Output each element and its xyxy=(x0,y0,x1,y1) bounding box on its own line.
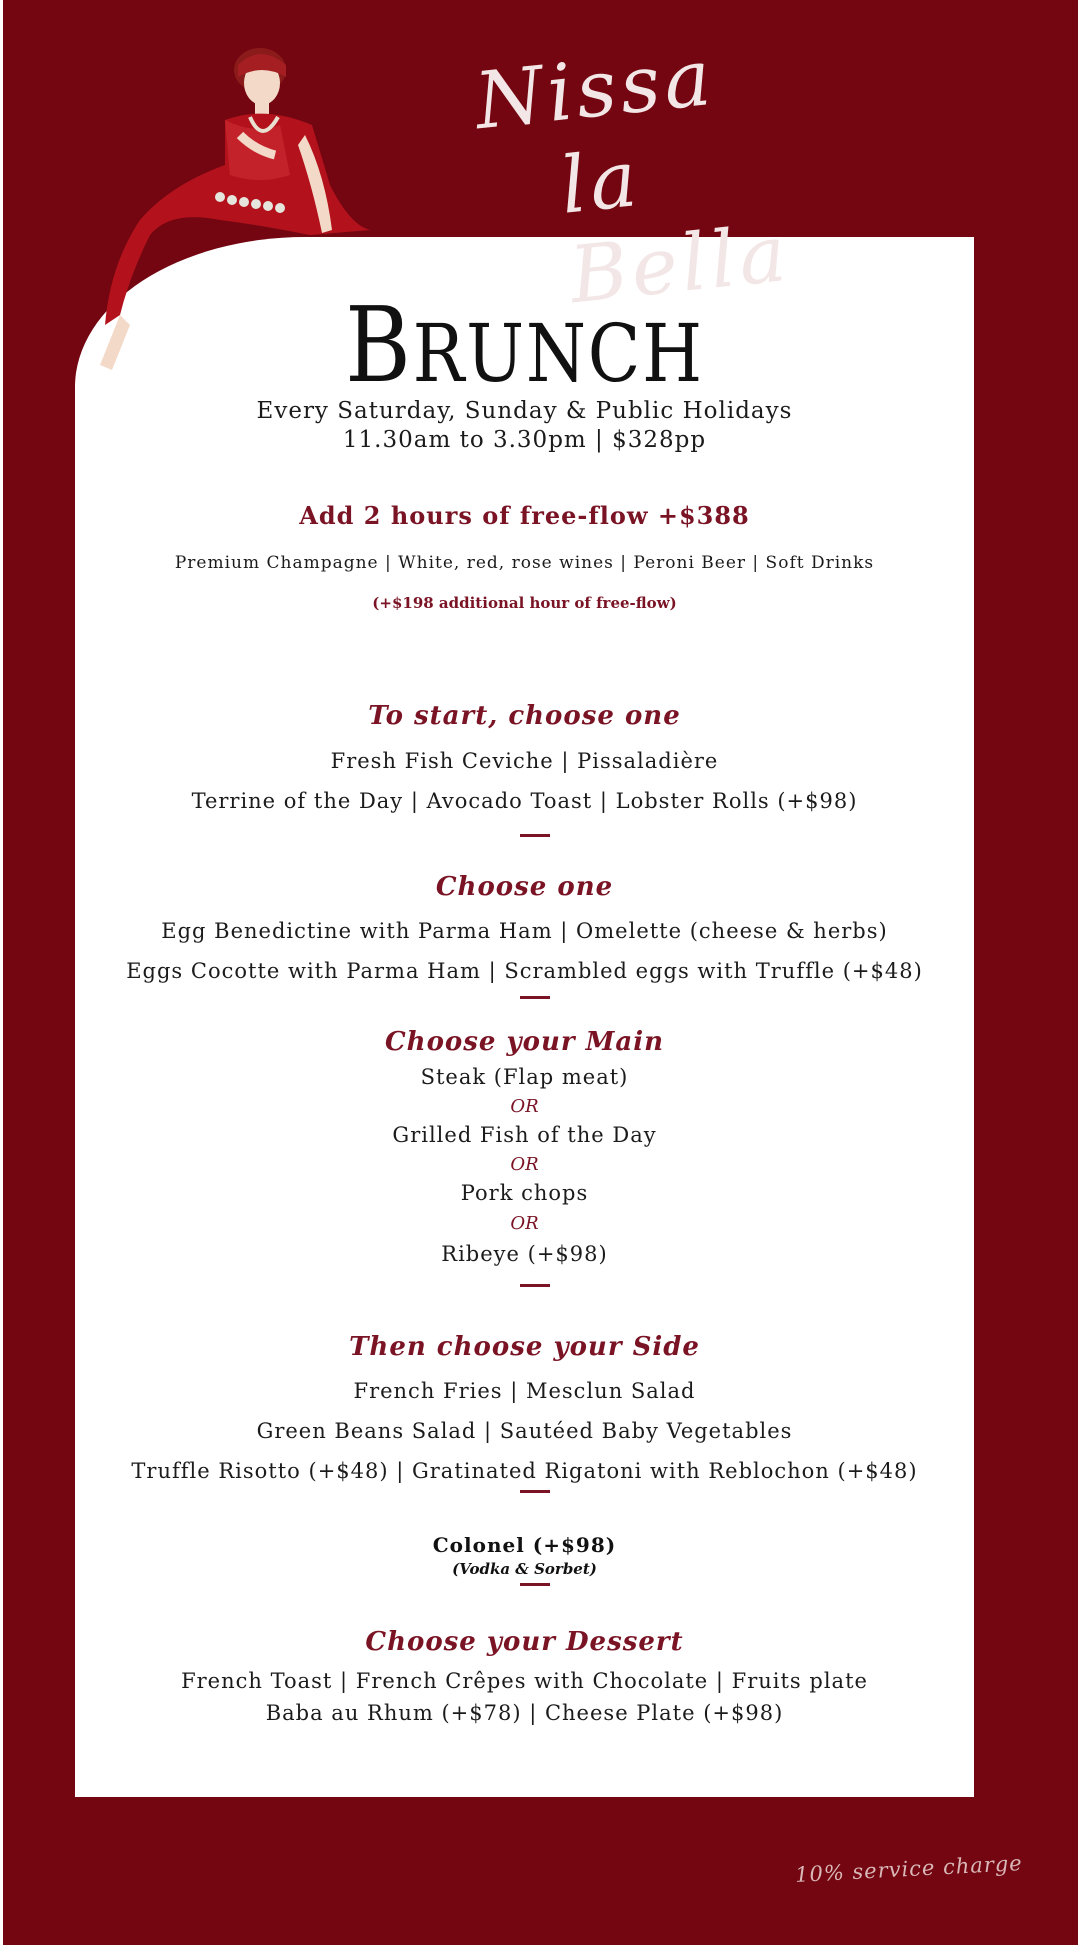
or-separator: OR xyxy=(510,1096,539,1117)
or-separator: OR xyxy=(510,1213,539,1234)
starters-heading: To start, choose one xyxy=(368,701,681,731)
eggs-heading: Choose one xyxy=(435,872,614,902)
schedule-hours-price: 11.30am to 3.30pm | $328pp xyxy=(342,427,707,453)
title-rest: RUNCH xyxy=(412,307,704,400)
freeflow-extra: (+$198 additional hour of free-flow) xyxy=(372,594,677,612)
dessert-line-1: French Toast | French Crêpes with Chocolate | Fruits plate xyxy=(181,1669,868,1693)
divider xyxy=(520,1583,550,1586)
divider xyxy=(520,996,550,999)
title-initial: B xyxy=(345,284,413,406)
schedule-days: Every Saturday, Sunday & Public Holidays xyxy=(256,398,793,424)
divider xyxy=(520,1490,550,1493)
restaurant-logo xyxy=(465,32,885,322)
sides-line-3: Truffle Risotto (+$48) | Gratinated Rigatoni with Reblochon (+$48) xyxy=(131,1459,918,1483)
or-separator: OR xyxy=(510,1154,539,1175)
main-item-ribeye: Ribeye (+$98) xyxy=(441,1242,608,1266)
divider xyxy=(520,834,550,837)
colonel-description: (Vodka & Sorbet) xyxy=(452,1560,597,1578)
dessert-line-2: Baba au Rhum (+$78) | Cheese Plate (+$98) xyxy=(265,1701,784,1725)
colonel-item: Colonel (+$98) xyxy=(432,1533,617,1557)
freeflow-drinks: Premium Champagne | White, red, rose wines | Peroni Beer | Soft Drinks xyxy=(174,553,875,573)
logo-line-2: la Bella xyxy=(556,133,794,322)
sides-line-1: French Fries | Mesclun Salad xyxy=(353,1379,696,1403)
sides-line-2: Green Beans Salad | Sautéed Baby Vegetables xyxy=(256,1419,793,1443)
service-charge-note: 10% service charge xyxy=(794,1851,1024,1887)
sides-heading: Then choose your Side xyxy=(349,1332,700,1362)
main-item-steak: Steak (Flap meat) xyxy=(420,1065,629,1089)
page-title xyxy=(138,284,911,409)
mains-heading: Choose your Main xyxy=(384,1027,665,1057)
freeflow-heading: Add 2 hours of free-flow +$388 xyxy=(299,501,750,530)
divider xyxy=(520,1284,550,1287)
main-item-pork: Pork chops xyxy=(460,1181,589,1205)
eggs-line-2: Eggs Cocotte with Parma Ham | Scrambled eggs with Truffle (+$48) xyxy=(126,959,923,983)
dessert-heading: Choose your Dessert xyxy=(365,1627,684,1657)
starters-line-2: Terrine of the Day | Avocado Toast | Lobster Rolls (+$98) xyxy=(191,789,858,813)
main-item-fish: Grilled Fish of the Day xyxy=(392,1123,657,1147)
logo-line-1: Nissa xyxy=(470,32,719,148)
eggs-line-1: Egg Benedictine with Parma Ham | Omelette (cheese & herbs) xyxy=(161,919,888,943)
starters-line-1: Fresh Fish Ceviche | Pissaladière xyxy=(330,749,719,773)
